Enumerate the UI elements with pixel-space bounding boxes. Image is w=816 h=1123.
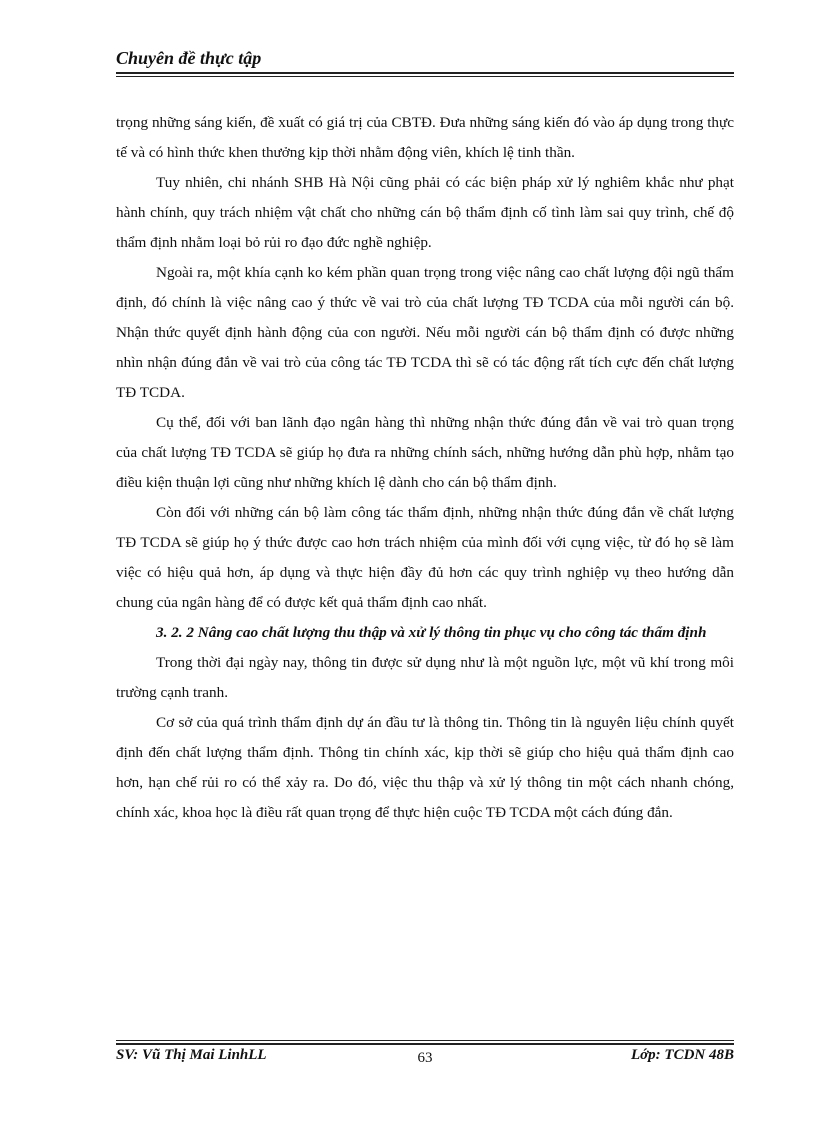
footer-class: Lớp: TCDN 48B: [630, 1047, 734, 1063]
page-number: 63: [417, 1050, 433, 1066]
footer-rule-thick: [116, 1043, 734, 1045]
header-rule-thick: [116, 72, 734, 74]
header-rule-thin: [116, 76, 734, 77]
paragraph: Còn đối với những cán bộ làm công tác thẩm định, những nhận thức đúng đắn về chất lượng TĐ TCDA sẽ giúp họ ý thức được cao hơn trách nhiệm của mình đối với cụng việc, từ đó họ sẽ làm việc có hiệu quả hơn, áp dụng và thực hiện đầy đủ hơn các quy trình nghiệp vụ theo hướng dẫn chung của ngân hàng để có được kết quả thẩm định cao nhất.: [116, 504, 734, 611]
paragraph: Tuy nhiên, chi nhánh SHB Hà Nội cũng phải có các biện pháp xử lý nghiêm khắc như phạt hành chính, quy trách nhiệm vật chất cho những cán bộ thẩm định cố tình làm sai quy trình, chế độ thẩm định nhằm loại bỏ rủi ro đạo đức nghề nghiệp.: [116, 174, 734, 251]
footer-student-name: SV: Vũ Thị Mai LinhLL: [116, 1047, 267, 1063]
page-header-title: Chuyên đề thực tập: [116, 48, 262, 68]
paragraph: Ngoài ra, một khía cạnh ko kém phần quan trọng trong việc nâng cao chất lượng đội ngũ thẩm định, đó chính là việc nâng cao ý thức về vai trò của chất lượng TĐ TCDA của mỗi người cán bộ. Nhận thức quyết định hành động của con người. Nếu mỗi người cán bộ thẩm định có được những nhìn nhận đúng đắn về vai trò của công tác TĐ TCDA thì sẽ có tác động rất tích cực đến chất lượng TĐ TCDA.: [116, 264, 734, 401]
paragraph: Trong thời đại ngày nay, thông tin được sử dụng như là một nguồn lực, một vũ khí trong môi trường cạnh tranh.: [116, 654, 734, 701]
section-heading: 3. 2. 2 Nâng cao chất lượng thu thập và xử lý thông tin phục vụ cho công tác thẩm định: [156, 624, 707, 641]
paragraph: Cụ thể, đối với ban lãnh đạo ngân hàng thì những nhận thức đúng đắn về vai trò quan trọng của chất lượng TĐ TCDA sẽ giúp họ đưa ra những chính sách, những hướng dẫn phù hợp, nhằm tạo điều kiện thuận lợi cũng như những khích lệ dành cho cán bộ thẩm định.: [116, 414, 734, 491]
document-body: [116, 108, 734, 828]
page-footer: [116, 1047, 734, 1071]
footer-rule-thin: [116, 1040, 734, 1041]
paragraph-continuation: trọng những sáng kiến, đề xuất có giá trị của CBTĐ. Đưa những sáng kiến đó vào áp dụng trong thực tế và có hình thức khen thưởng kịp thời nhằm động viên, khích lệ tinh thần.: [116, 114, 734, 161]
paragraph: Cơ sở của quá trình thẩm định dự án đầu tư là thông tin. Thông tin là nguyên liệu chính quyết định đến chất lượng thẩm định. Thông tin chính xác, kịp thời sẽ giúp cho hiệu quả thẩm định cao hơn, hạn chế rủi ro có thể xảy ra. Do đó, việc thu thập và xử lý thông tin một cách nhanh chóng, chính xác, khoa học là điều rất quan trọng để thực hiện cuộc TĐ TCDA một cách đúng đắn.: [116, 714, 734, 821]
